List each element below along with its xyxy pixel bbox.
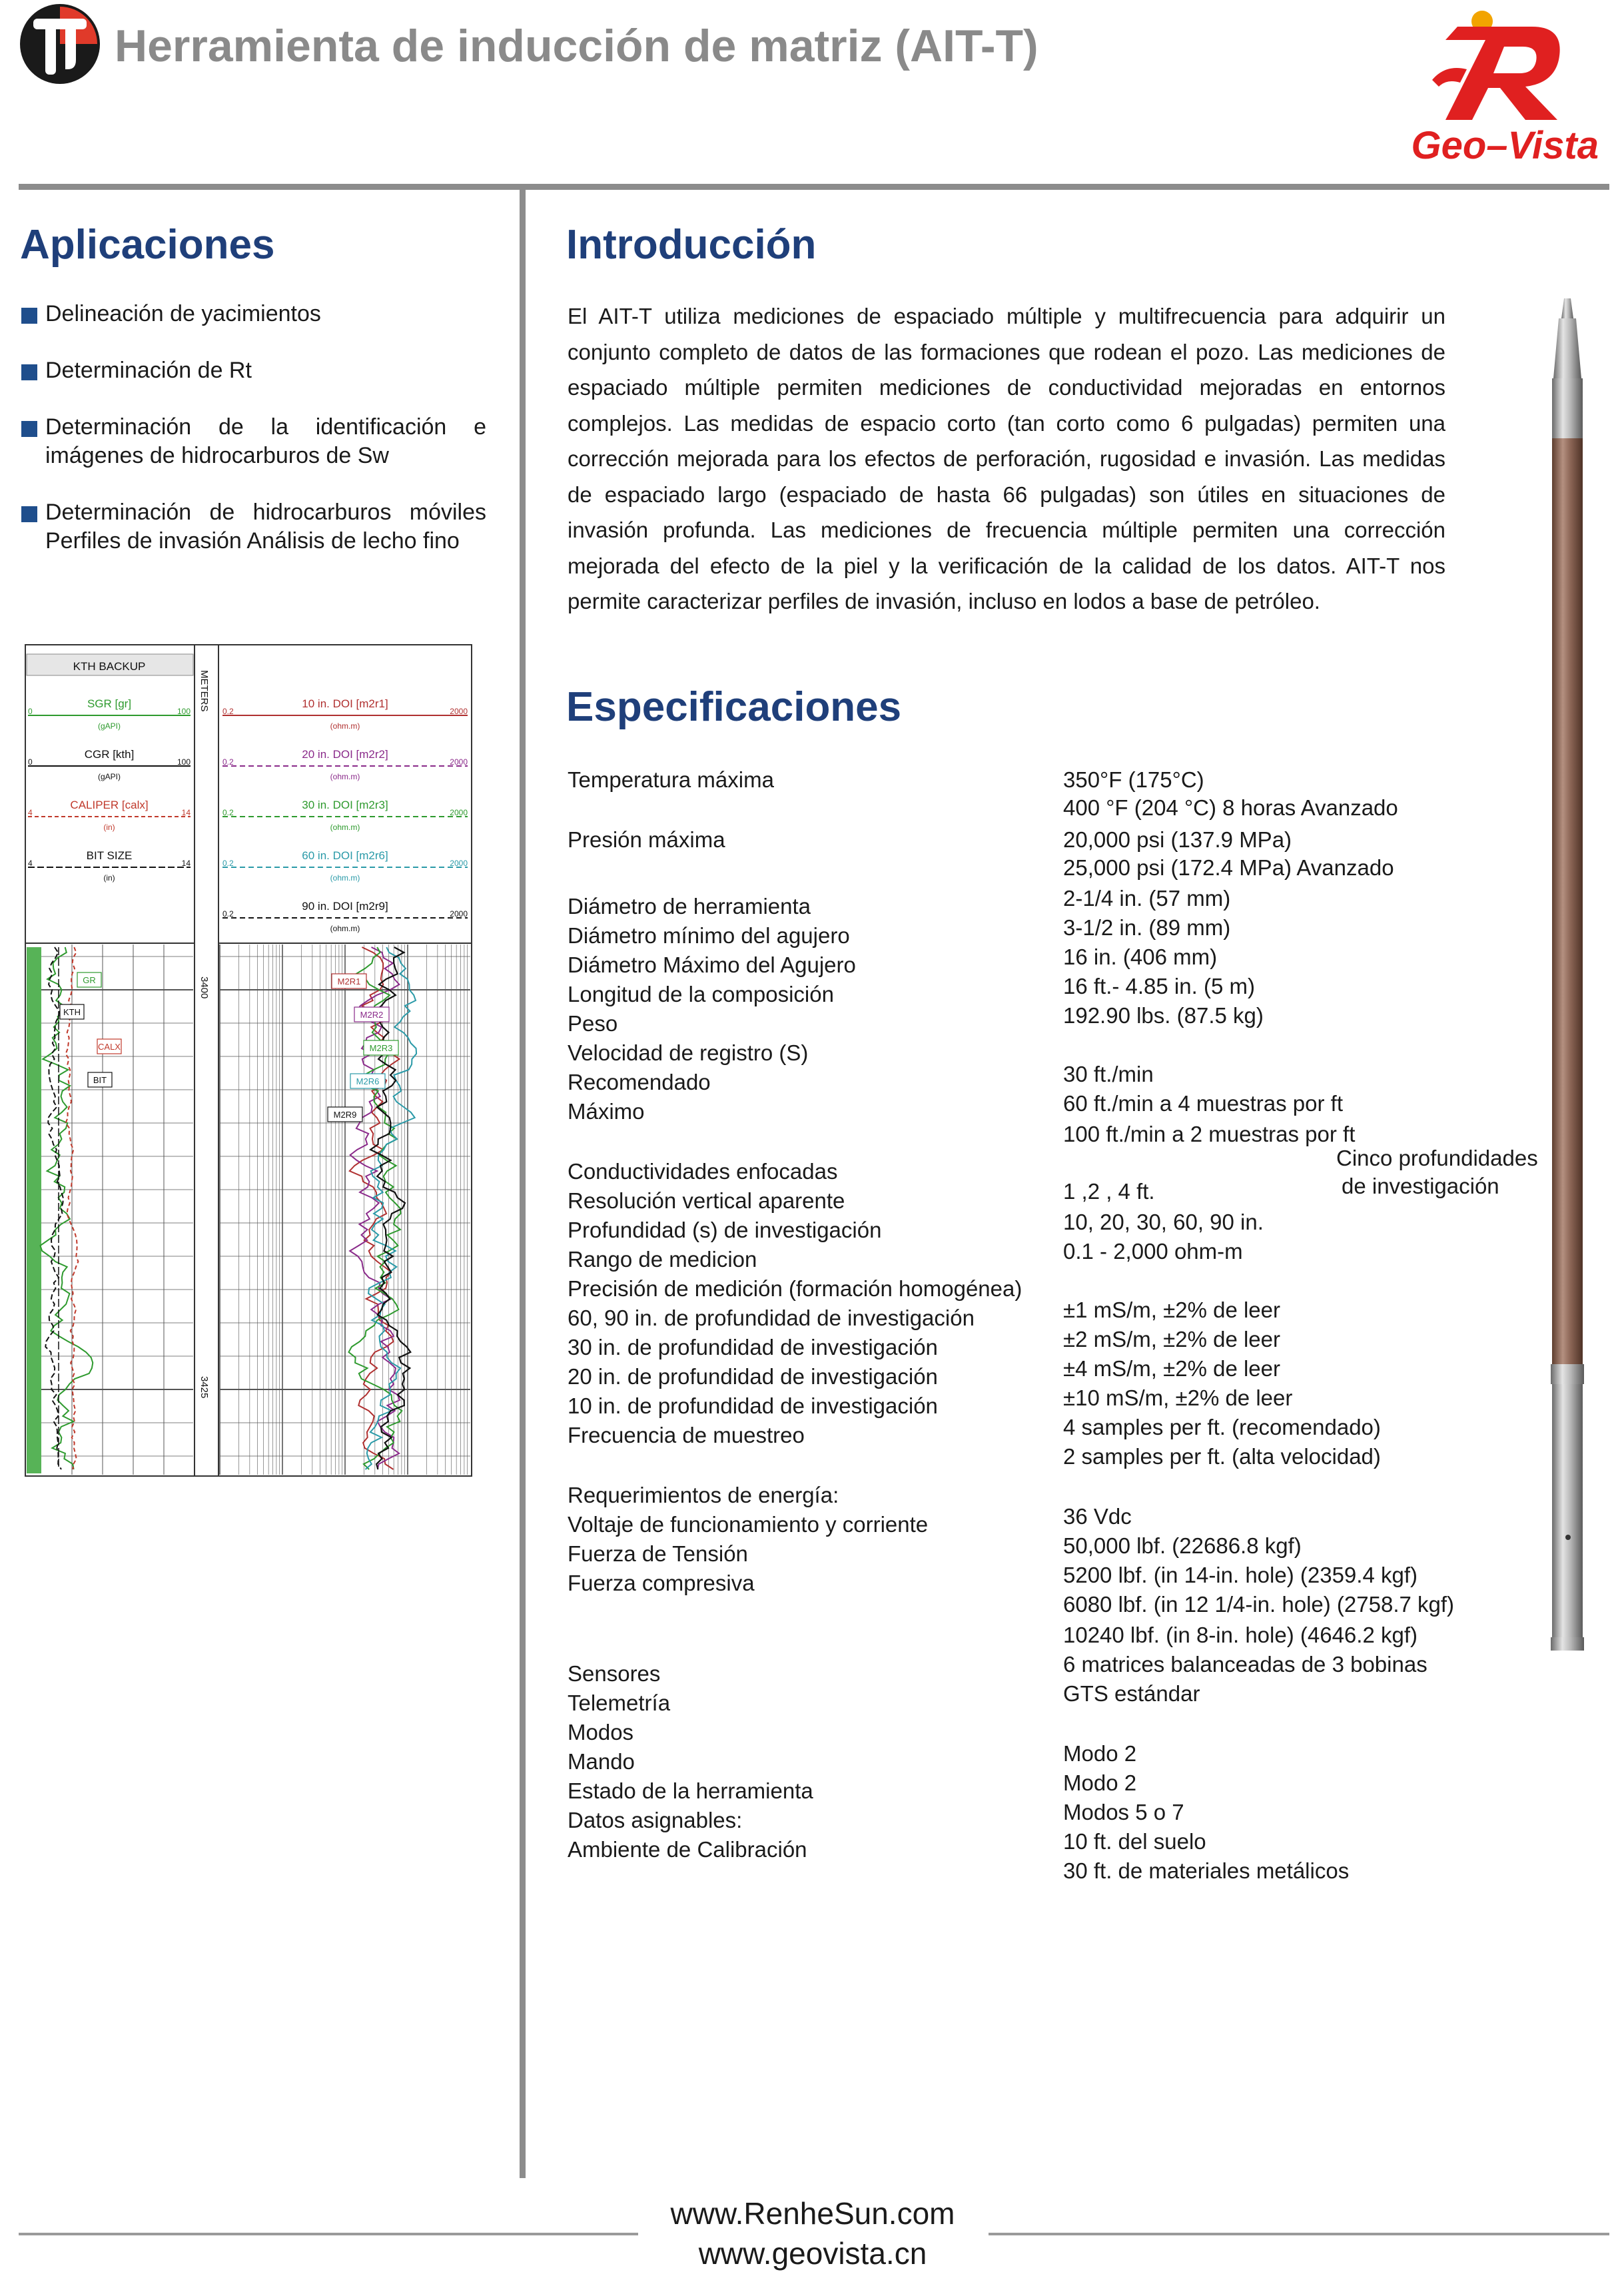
spec-label: Datos asignables:	[568, 1808, 743, 1832]
left-curve-name: BIT SIZE	[86, 849, 133, 862]
left-curve-name: SGR [gr]	[87, 697, 132, 710]
right-curve-unit: (ohm.m)	[330, 823, 360, 832]
right-curve-unit: (ohm.m)	[330, 721, 360, 731]
right-curve-name: 10 in. DOI [m2r1]	[302, 697, 388, 710]
bullet-square-icon	[21, 421, 37, 437]
right-curve-min: 0.2	[222, 808, 234, 817]
applications-list	[20, 300, 486, 583]
spec-label: Voltaje de funcionamiento y corriente	[568, 1512, 929, 1537]
spec-label: Diámetro Máximo del Agujero	[568, 953, 856, 977]
curve-tag: M2R3	[369, 1043, 393, 1053]
right-curve-unit: (ohm.m)	[330, 772, 360, 781]
left-curve-max: 100	[177, 757, 191, 767]
footer-url-2[interactable]: www.geovista.cn	[698, 2236, 927, 2271]
spec-label: Conductividades enfocadas	[568, 1159, 838, 1184]
spec-value: 20,000 psi (137.9 MPa)	[1063, 827, 1292, 852]
bullet-square-icon	[21, 364, 37, 380]
spec-value: 16 in. (406 mm)	[1063, 945, 1218, 969]
curve-tag: M2R9	[333, 1110, 357, 1120]
left-curve-unit: (in)	[103, 823, 115, 832]
spec-value: 10, 20, 30, 60, 90 in.	[1063, 1210, 1264, 1234]
footer-rule-left	[19, 2233, 638, 2235]
company-logo	[19, 3, 101, 85]
list-item: Delineación de yacimientos	[20, 300, 486, 328]
spec-value: ±10 mS/m, ±2% de leer	[1063, 1385, 1293, 1410]
spec-label: Temperatura máxima	[568, 767, 774, 792]
spec-label: 10 in. de profundidad de investigación	[568, 1393, 938, 1418]
well-log-svg	[24, 643, 473, 1477]
right-curve-unit: (ohm.m)	[330, 873, 360, 883]
spec-label: Sensores	[568, 1661, 661, 1686]
spec-label: Fuerza de Tensión	[568, 1541, 748, 1566]
brand-name: Geo–Vista	[1411, 124, 1599, 167]
right-curve-name: 60 in. DOI [m2r6]	[302, 849, 388, 862]
depth-tick-3425: 3425	[199, 1376, 210, 1399]
left-curve-min: 0	[28, 757, 33, 767]
spec-label: Presión máxima	[568, 827, 725, 852]
curve-tag: KTH	[63, 1007, 81, 1017]
spec-value: 60 ft./min a 4 muestras por ft	[1063, 1091, 1344, 1116]
left-curve-unit: (gAPI)	[97, 772, 121, 781]
spec-label: Estado de la herramienta	[568, 1778, 813, 1803]
right-curve-max: 2000	[450, 707, 468, 716]
curve-tag: M2R2	[360, 1010, 384, 1020]
left-curve-name: CGR [kth]	[84, 748, 135, 761]
depth-note-line1: Cinco profundidades	[1336, 1146, 1538, 1170]
curve-tag: BIT	[93, 1075, 107, 1085]
spec-value: 2-1/4 in. (57 mm)	[1063, 886, 1231, 911]
geovista-logo	[1346, 0, 1612, 167]
spec-label: Profundidad (s) de investigación	[568, 1218, 882, 1242]
right-curve-min: 0.2	[222, 707, 234, 716]
spec-value: ±1 mS/m, ±2% de leer	[1063, 1298, 1281, 1322]
spec-value: 6080 lbf. (in 12 1/4-in. hole) (2758.7 kgf)	[1063, 1592, 1455, 1617]
right-curve-min: 0.2	[222, 909, 234, 919]
right-curve-max: 2000	[450, 859, 468, 868]
spec-value: 5200 lbf. (in 14-in. hole) (2359.4 kgf)	[1063, 1563, 1418, 1587]
introduction-text: El AIT-T utiliza mediciones de espaciado múltiple y multifrecuencia para adquirir un conjunto completo de datos de las formaciones que rodean el pozo. Las mediciones de espaciado múltiple permiten mediciones de conductividad mejoradas en entornos complejos. Las medidas de espacio corto (tan corto como 6 pulgadas) permiten una corrección mejorada para los efectos de perforación, rugosidad e invasión. Las medidas de espaciado largo (espaciado de hasta 66 pulgadas) son útiles en situaciones de invasión profunda. Las mediciones de frecuencia múltiple permiten una corrección mejorada del efecto de la piel y la verificación de la calidad de los datos. AIT-T nos permite caracterizar perfiles de invasión, incluso en lodos a base de petróleo.	[568, 304, 1445, 613]
spec-value: 25,000 psi (172.4 MPa) Avanzado	[1063, 855, 1394, 880]
spec-label: Velocidad de registro (S)	[568, 1040, 809, 1065]
curve-tag: M2R1	[337, 976, 361, 986]
spec-value: 50,000 lbf. (22686.8 kgf)	[1063, 1533, 1302, 1558]
tool-image	[1544, 298, 1591, 1651]
spec-label: Frecuencia de muestreo	[568, 1423, 805, 1447]
spec-value: 192.90 lbs. (87.5 kg)	[1063, 1003, 1264, 1028]
spec-value: 10 ft. del suelo	[1063, 1829, 1206, 1854]
spec-value: 3-1/2 in. (89 mm)	[1063, 915, 1231, 940]
spec-value: Modo 2	[1063, 1741, 1137, 1766]
left-curve-name: CALIPER [calx]	[70, 799, 149, 811]
spec-label: Mando	[568, 1749, 635, 1774]
spec-label: Peso	[568, 1011, 618, 1036]
gr-curve	[40, 947, 93, 1469]
spec-value: 30 ft./min	[1063, 1062, 1154, 1086]
column-divider	[520, 190, 526, 2178]
spec-label: Requerimientos de energía:	[568, 1483, 839, 1507]
spec-value: ±4 mS/m, ±2% de leer	[1063, 1356, 1281, 1381]
curve-tag: M2R6	[356, 1076, 380, 1086]
right-curve-name: 90 in. DOI [m2r9]	[302, 900, 388, 913]
spec-value: ±2 mS/m, ±2% de leer	[1063, 1327, 1281, 1351]
spec-value: 10240 lbf. (in 8-in. hole) (4646.2 kgf)	[1063, 1623, 1418, 1647]
spec-value: 0.1 - 2,000 ohm-m	[1063, 1239, 1243, 1264]
left-curve-max: 14	[181, 808, 191, 817]
page-title: Herramienta de inducción de matriz (AIT-T)	[115, 21, 1038, 71]
footer-url-1[interactable]: www.RenheSun.com	[670, 2196, 955, 2231]
spec-value: 30 ft. de materiales metálicos	[1063, 1858, 1350, 1883]
left-curve-min: 4	[28, 808, 33, 817]
log-header-label: KTH BACKUP	[73, 660, 146, 673]
spec-label: Diámetro mínimo del agujero	[568, 923, 850, 948]
spec-label: Recomendado	[568, 1070, 711, 1094]
spec-value: 400 °F (204 °C) 8 horas Avanzado	[1063, 795, 1398, 820]
left-curve-unit: (in)	[103, 873, 115, 883]
list-item: Determinación de hidrocarburos móviles Perfiles de invasión Análisis de lecho fino	[20, 498, 486, 556]
left-curve-unit: (gAPI)	[97, 721, 121, 731]
spec-value: 36 Vdc	[1063, 1504, 1132, 1529]
spec-value: GTS estándar	[1063, 1681, 1200, 1706]
footer-rule-right	[989, 2233, 1609, 2235]
spec-label: 30 in. de profundidad de investigación	[568, 1335, 938, 1359]
applications-heading: Aplicaciones	[20, 222, 275, 268]
spec-label: Telemetría	[568, 1691, 671, 1715]
spec-value: 16 ft.- 4.85 in. (5 m)	[1063, 974, 1255, 998]
bullet-square-icon	[21, 308, 37, 324]
spec-label: 20 in. de profundidad de investigación	[568, 1364, 938, 1389]
spec-label: Ambiente de Calibración	[568, 1837, 807, 1862]
spec-value: 1 ,2 , 4 ft.	[1063, 1179, 1155, 1204]
depth-tick-3400: 3400	[199, 976, 210, 999]
specifications-heading: Especificaciones	[566, 684, 902, 730]
bullet-square-icon	[21, 506, 37, 522]
right-curve-min: 0.2	[222, 859, 234, 868]
spec-value: 4 samples per ft. (recomendado)	[1063, 1415, 1381, 1439]
right-curve-max: 2000	[450, 909, 468, 919]
right-curve-name: 20 in. DOI [m2r2]	[302, 748, 388, 761]
left-curve-min: 4	[28, 859, 33, 868]
right-curve-min: 0.2	[222, 757, 234, 767]
curve-tag: GR	[83, 975, 96, 985]
left-curve-max: 14	[181, 859, 191, 868]
right-curve-name: 30 in. DOI [m2r3]	[302, 799, 388, 811]
spec-value: Modos 5 o 7	[1063, 1800, 1184, 1824]
well-log-chart	[24, 643, 473, 1477]
right-curve-max: 2000	[450, 757, 468, 767]
spec-value: 6 matrices balanceadas de 3 bobinas	[1063, 1652, 1427, 1677]
depth-label: METERS	[199, 670, 210, 712]
list-item: Determinación de la identificación e imágenes de hidrocarburos de Sw	[20, 413, 486, 470]
left-curve-min: 0	[28, 707, 33, 716]
spec-label: Precisión de medición (formación homogénea)	[568, 1276, 1022, 1301]
spec-label: Diámetro de herramienta	[568, 894, 811, 919]
header-divider	[19, 184, 1609, 190]
curve-tag: CALX	[98, 1042, 121, 1052]
spec-label: 60, 90 in. de profundidad de investigación	[568, 1306, 975, 1330]
right-curve-unit: (ohm.m)	[330, 924, 360, 933]
list-item: Determinación de Rt	[20, 356, 486, 385]
introduction-heading: Introducción	[566, 222, 817, 268]
spec-label: Fuerza compresiva	[568, 1571, 755, 1595]
right-curve-max: 2000	[450, 808, 468, 817]
spec-value: Modo 2	[1063, 1770, 1137, 1795]
spec-label: Resolución vertical aparente	[568, 1188, 845, 1213]
spec-label: Modos	[568, 1720, 634, 1744]
left-curve-max: 100	[177, 707, 191, 716]
spec-value: 100 ft./min a 2 muestras por ft	[1063, 1122, 1356, 1146]
spec-label: Rango de medicion	[568, 1247, 757, 1272]
spec-value: 2 samples per ft. (alta velocidad)	[1063, 1444, 1381, 1469]
depth-note-line2: de investigación	[1342, 1174, 1499, 1198]
spec-label: Longitud de la composición	[568, 982, 834, 1006]
spec-label: Máximo	[568, 1099, 645, 1124]
spec-value: 350°F (175°C)	[1063, 767, 1204, 792]
